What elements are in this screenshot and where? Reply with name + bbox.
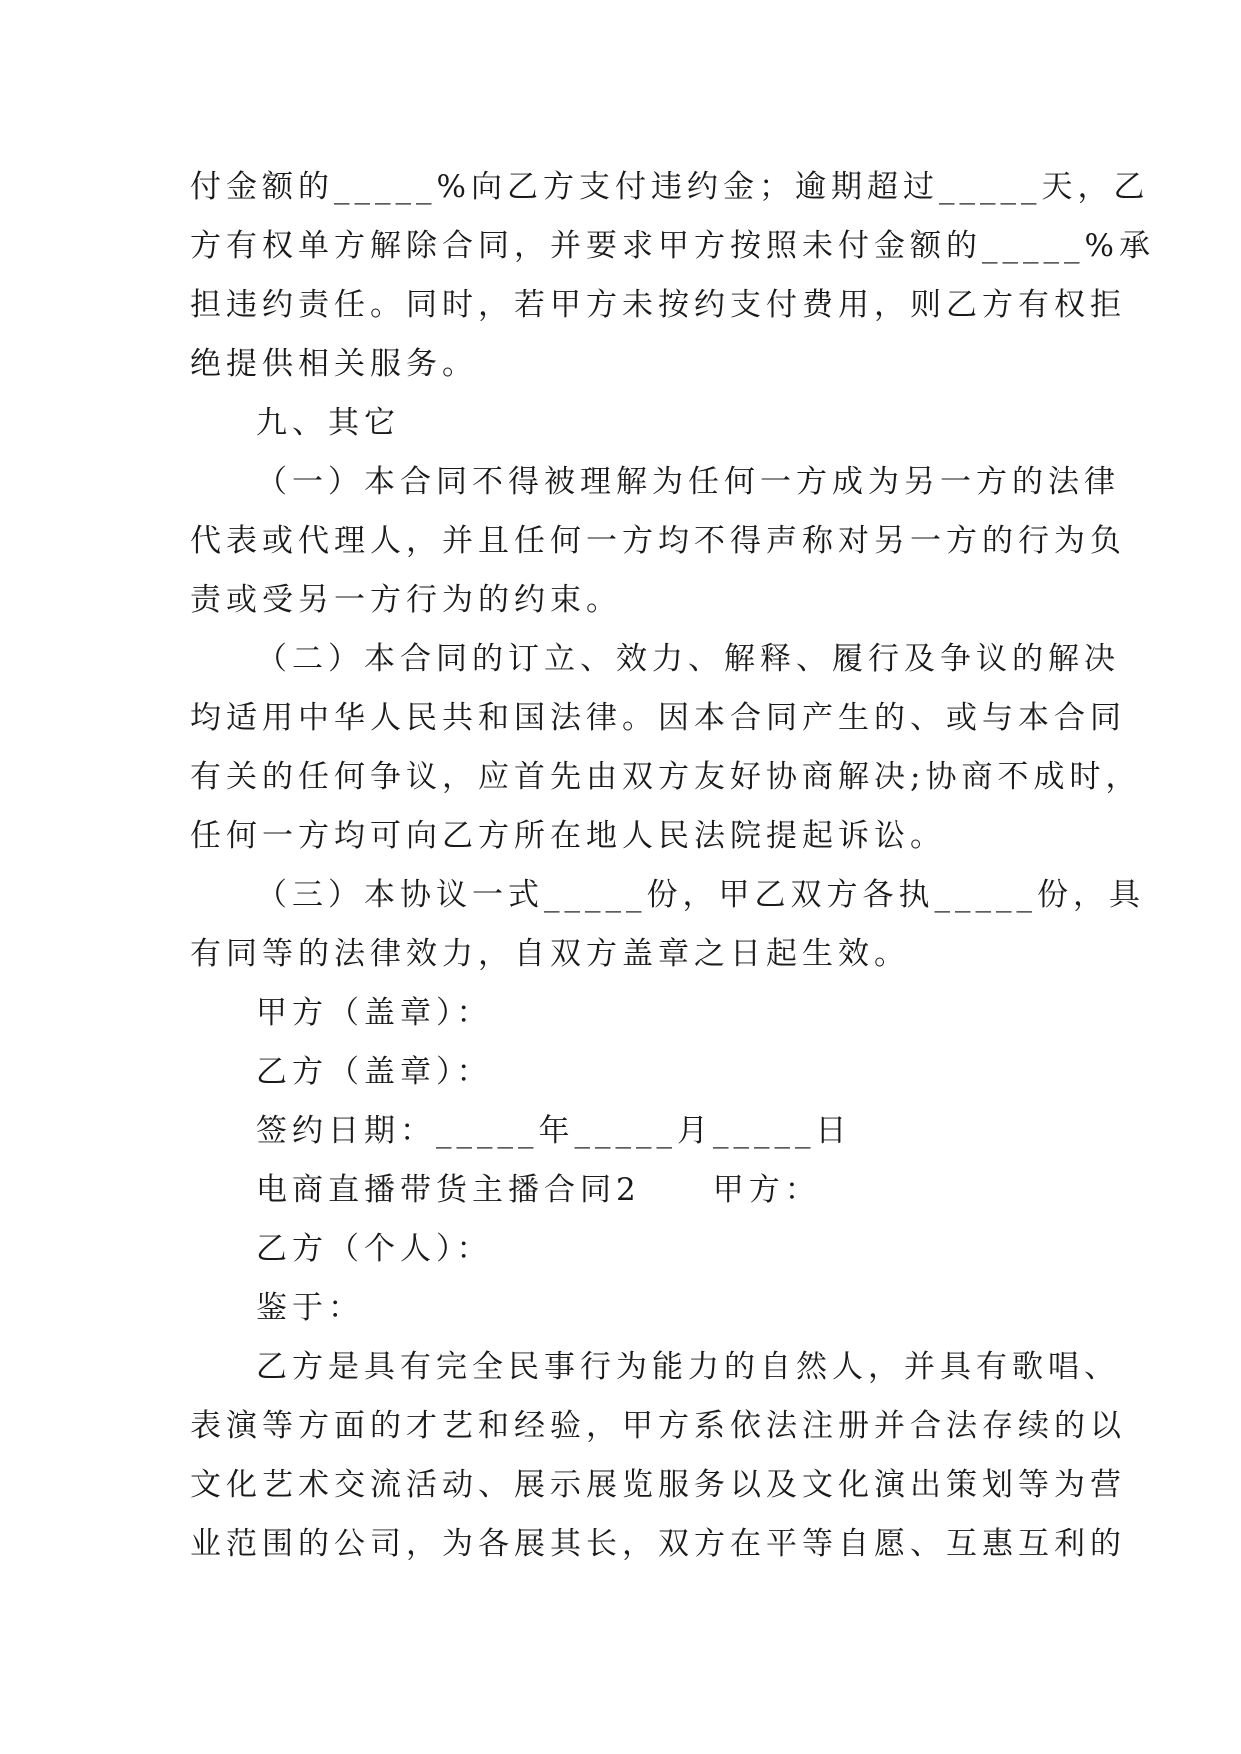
whereas-heading: 鉴于：: [256, 1290, 364, 1326]
party-b-seal-line: 乙方（盖章）：: [256, 1054, 493, 1090]
body-text-line: （三）本协议一式_____份，甲乙双方各执_____份，具: [256, 877, 1145, 913]
body-text-line: 责或受另一方行为的约束。: [190, 582, 622, 618]
body-text-line: 乙方是具有完全民事行为能力的自然人，并具有歌唱、: [256, 1349, 1120, 1385]
body-text-line: 有关的任何争议，应首先由双方友好协商解决;协商不成时，: [190, 759, 1142, 795]
body-text-line: 文化艺术交流活动、展示展览服务以及文化演出策划等为营: [190, 1467, 1126, 1503]
body-text-line: 任何一方均可向乙方所在地人民法院提起诉讼。: [190, 818, 946, 854]
body-text-line: 有同等的法律效力，自双方盖章之日起生效。: [190, 936, 910, 972]
body-text-line: 业范围的公司，为各展其长，双方在平等自愿、互惠互利的: [190, 1526, 1126, 1562]
party-b-individual-line: 乙方（个人）：: [256, 1231, 493, 1267]
body-text-line: 代表或代理人，并且任何一方均不得声称对另一方的行为负: [190, 523, 1126, 559]
body-text-line: （二）本合同的订立、效力、解释、履行及争议的解决: [256, 641, 1120, 677]
signing-date-line: 签约日期：_____年_____月_____日: [256, 1113, 852, 1149]
body-text-line: （一）本合同不得被理解为任何一方成为另一方的法律: [256, 464, 1120, 500]
party-a-seal-line: 甲方（盖章）：: [256, 995, 493, 1031]
section-heading: 九、其它: [256, 405, 400, 441]
contract-title-line: 电商直播带货主播合同2 甲方：: [256, 1172, 821, 1208]
body-text-line: 担违约责任。同时，若甲方未按约支付费用，则乙方有权拒: [190, 287, 1126, 323]
body-text-line: 表演等方面的才艺和经验，甲方系依法注册并合法存续的以: [190, 1408, 1126, 1444]
body-text-line: 均适用中华人民共和国法律。因本合同产生的、或与本合同: [190, 700, 1126, 736]
body-text-line: 绝提供相关服务。: [190, 346, 478, 382]
body-text-line: 方有权单方解除合同，并要求甲方按照未付金额的_____%承: [190, 228, 1155, 264]
body-text-line: 付金额的_____%向乙方支付违约金；逾期超过_____天，乙: [190, 169, 1150, 205]
